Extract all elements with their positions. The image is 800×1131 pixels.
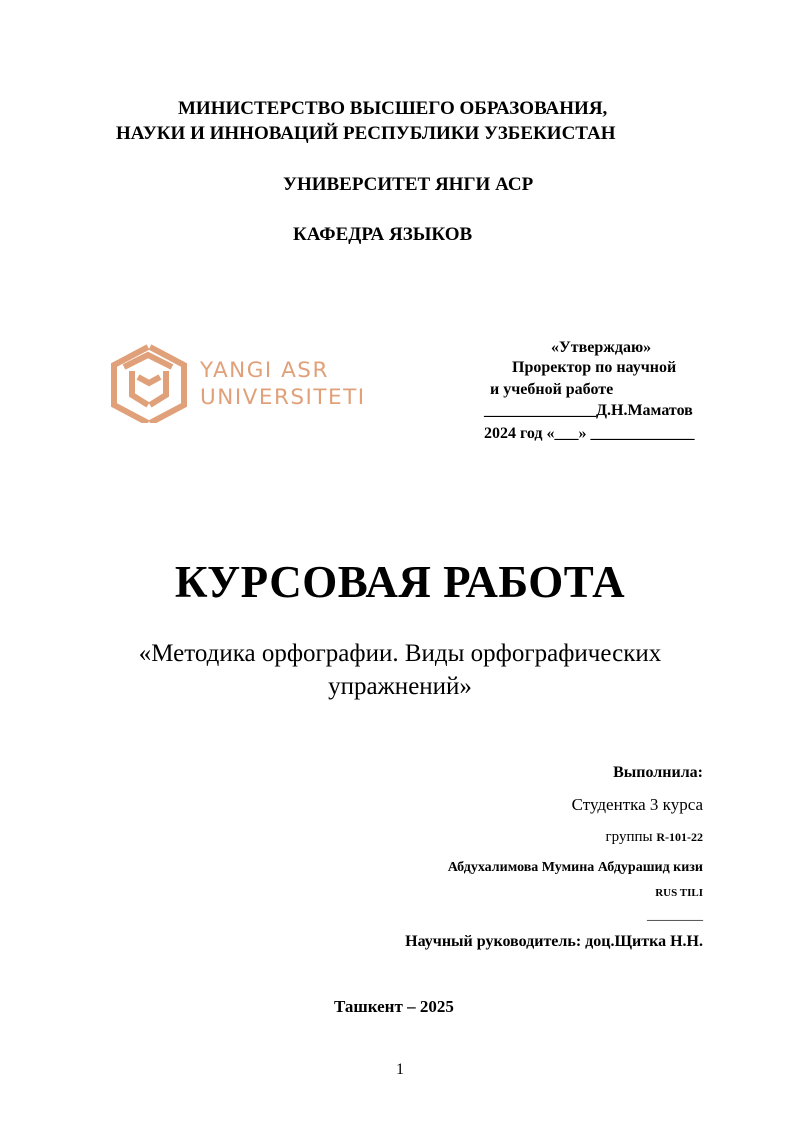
logo-text-line1: YANGI ASR: [200, 358, 329, 383]
university-name: УНИВЕРСИТЕТ ЯНГИ АСР: [283, 174, 534, 195]
study-program: RUS TILI: [655, 887, 703, 899]
approval-signature-line: ______________Д.Н.Маматов: [484, 402, 693, 419]
document-title: КУРСОВАЯ РАБОТА: [174, 557, 626, 607]
topic-line2: упражнений»: [328, 673, 472, 700]
group-code: R-101-22: [656, 830, 703, 844]
performed-label: Выполнила:: [613, 764, 703, 781]
university-logo: [110, 343, 390, 423]
student-group: [605, 829, 703, 846]
supervisor: Научный руководитель: доц.Щитка Н.Н.: [405, 933, 703, 950]
approval-position-cont: и учебной работе: [490, 381, 614, 398]
group-label: группы: [605, 829, 653, 845]
approval-date-line: 2024 год «___» _____________: [484, 425, 695, 442]
student-course: Студентка 3 курса: [571, 795, 703, 814]
department-name: КАФЕДРА ЯЗЫКОВ: [293, 224, 473, 245]
hexagon-cube-logo-icon: [110, 343, 190, 423]
ministry-title-line2: НАУКИ И ИННОВАЦИЙ РЕСПУБЛИКИ УЗБЕКИСТАН: [116, 123, 616, 144]
city-year: Ташкент – 2025: [334, 997, 454, 1016]
ministry-title-line1: МИНИСТЕРСТВО ВЫСШЕГО ОБРАЗОВАНИЯ,: [178, 98, 608, 119]
approval-heading: «Утверждаю»: [551, 339, 652, 356]
topic-line1: «Методика орфографии. Виды орфографических: [138, 640, 662, 667]
approval-position: Проректор по научной: [512, 359, 677, 376]
blank-underline: ________: [647, 908, 703, 923]
page-number: 1: [396, 1061, 404, 1078]
logo-text-line2: UNIVERSITETI: [200, 385, 366, 410]
student-name: Абдухалимова Мумина Абдурашид кизи: [447, 860, 703, 875]
